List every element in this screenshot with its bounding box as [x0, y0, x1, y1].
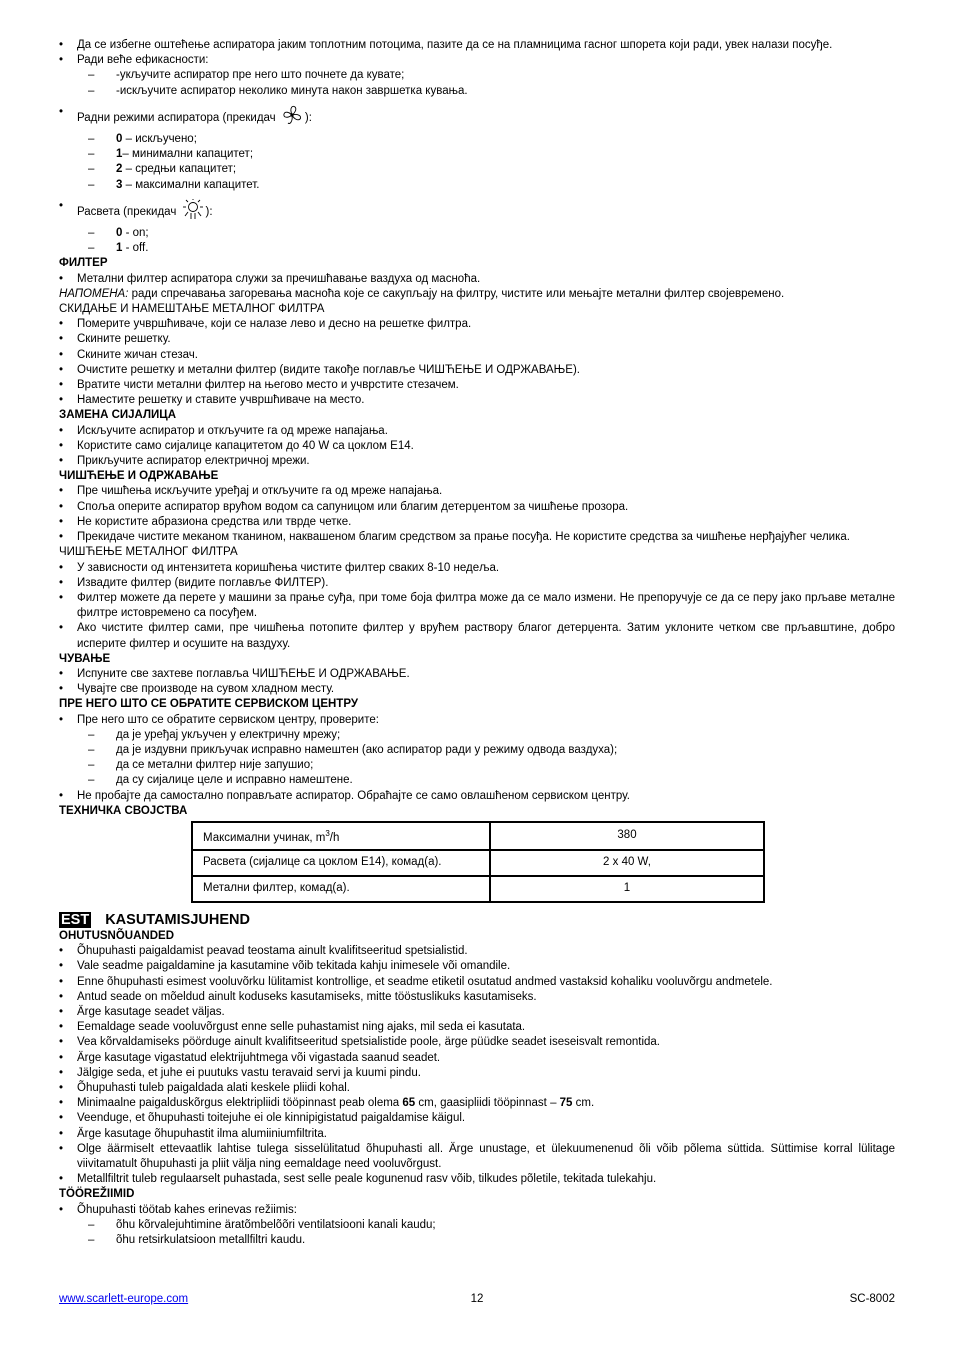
sub-item: – 3 – максимални капацитет.: [88, 178, 260, 191]
table-row: [192, 876, 764, 902]
sub-item: – õhu kõrvalejuhtimine äratõmbelõõri ventilatsiooni kanali kaudu;: [88, 1218, 436, 1231]
table-cell: 1: [490, 876, 764, 902]
light-bulb-icon: [180, 199, 206, 226]
list-item: • Õhupuhasti tuleb paigaldada alati keskele pliidi kohal.: [59, 1082, 350, 1095]
sub-item: – 1– минимални капацитет;: [88, 148, 254, 161]
section-heading: ТЕХНИЧКА СВОЈСТВА: [59, 804, 188, 817]
list-item: • Вратите чисти метални филтер на његово место и учврстите стезачем.: [59, 379, 459, 392]
table-cell: Метални филтер, комад(а).: [192, 876, 490, 902]
fan-icon: [279, 105, 305, 132]
list-item: • Наместите решетку и ставите учвршћиваче на место.: [59, 394, 365, 407]
table-cell: 380: [490, 822, 764, 850]
list-item: • Minimaalne paigalduskõrgus elektripliidi tööpinnast peab olema 65 cm, gaasipliidi tööpinnast – 75 cm.: [59, 1097, 595, 1110]
section-heading: OHUTUSNÕUANDED: [59, 929, 174, 942]
list-item: • Да се избегне оштећење аспиратора јаким топлотним потоцима, пазите да се на пламницима гасног шпорета који ради, увек налази посуђе.: [59, 39, 833, 51]
list-item: • Скините жичан стезач.: [59, 348, 198, 361]
list-item: • Померите учвршћиваче, који се налазе лево и десно на решетке филтра.: [59, 318, 472, 331]
table-row: [192, 850, 764, 876]
sub-item: – 0 - on;: [88, 227, 149, 240]
list-item: • Пре чишћења искључите уређај и откључите га од мреже напајања.: [59, 485, 443, 498]
list-item: • У зависности од интензитета коришћења чистите филтер сваких 8-10 недеља.: [59, 561, 500, 574]
list-item: • Antud seade on mõeldud ainult koduseks kasutamiseks, mitte tööstuslikuks kasutamiseks.: [59, 990, 537, 1003]
sub-item: – õhu retsirkulatsioon metallfiltri kaudu.: [88, 1234, 306, 1247]
section-heading: ЗАМЕНА СИЈАЛИЦА: [59, 409, 177, 422]
section-heading: ФИЛТЕР: [59, 257, 108, 270]
page-footer: [59, 1292, 895, 1308]
list-item: • Прекидаче чистите меканом тканином, наквашеном благим средством за прање посуђа. Не користите средства за чишћење нерђајућег челика.: [59, 531, 850, 544]
list-item: • Прикључите аспиратор електричној мрежи.: [59, 455, 310, 468]
list-item: • Vea kõrvaldamiseks pöörduge ainult kvalifitseeritud spetsialistide poole, ärge püüdke seadet iseseisvalt remontida.: [59, 1036, 661, 1049]
subsection-heading: СКИДАЊЕ И НАМЕШТАЊЕ МЕТАЛНОГ ФИЛТРА: [59, 303, 325, 316]
section-heading: ПРЕ НЕГО ШТО СЕ ОБРАТИТЕ СЕРВИСКОМ ЦЕНТРУ: [59, 698, 359, 711]
list-item: • Ärge kasutage vigastatud elektrijuhtmega või vigastada saanud seadet.: [59, 1051, 441, 1064]
sub-item: – -искључите аспиратор неколико минута након завршетка кувања.: [88, 84, 468, 97]
list-item: • Veenduge, et õhupuhasti toitejuhe ei ole kinnipigistatud paigaldamise käigul.: [59, 1112, 466, 1125]
list-item: • Не користите абразиона средства или тврде четке.: [59, 515, 352, 528]
section-heading: ЧИШЋЕЊЕ И ОДРЖАВАЊЕ: [59, 470, 219, 483]
specs-table: [191, 821, 765, 903]
sub-item: – -укључите аспиратор пре него што почнете да кувате;: [88, 69, 405, 82]
list-item: • Ако чистите филтер сами, пре чишћења потопите филтер у врућем раствору благог детерџента. Затим уклоните четком све прљавштине, добро исперите филтер и осушите на ваздуху.: [59, 622, 895, 650]
list-item: • Vale seadme paigaldamine ja kasutamine võib tekitada kahju inimesele või omandile.: [59, 960, 511, 973]
sub-item: – да су сијалице целе и исправно намештене.: [88, 774, 353, 787]
list-item: • Скините решетку.: [59, 333, 171, 346]
list-item: • Metallfiltrit tuleb regulaarselt puhastada, sest selle peale kogunenud rasv võib, tilkudes põletile, tekitada tulekahju.: [59, 1173, 657, 1186]
list-item: • Jälgige seda, et juhe ei puutuks vastu teravaid servi ja kuumi pindu.: [59, 1066, 421, 1079]
list-item: • Расвета (прекидач ):: [59, 199, 895, 226]
note: НАПОМЕНА: ради спречавања загоревања масноћа које се сакупљају на филтру, чистите или мењајте метални филтер својевремено.: [59, 287, 785, 300]
list-item: • Не пробајте да самостално поправљате аспиратор. Обраћајте се само овлашћеном сервиском центру.: [59, 789, 630, 802]
language-badge: EST: [61, 911, 90, 928]
table-row: [192, 822, 764, 850]
list-item: • Метални филтер аспиратора служи за пречишћавање ваздуха од масноћа.: [59, 272, 481, 285]
list-item: • Радни режими аспиратора (прекидач ):: [59, 105, 895, 132]
list-item: • Споља оперите аспиратор врућом водом са сапуницом или благим детерџентом за чишћење прозора.: [59, 500, 629, 513]
list-item: • Ärge kasutage seadet väljas.: [59, 1006, 225, 1018]
website-link[interactable]: www.scarlett-europe.com: [59, 1293, 189, 1305]
list-item: • Ärge kasutage õhupuhastit ilma alumiiniumfiltrita.: [59, 1127, 327, 1140]
sub-item: – 0 – искључено;: [88, 133, 197, 146]
table-cell: Максимални учинак, $m^3/h$: [192, 822, 490, 850]
table-cell: 2 x 40 W,: [490, 850, 764, 876]
list-item: • Чувајте све производе на сувом хладном месту.: [59, 683, 335, 696]
list-item: • Õhupuhasti paigaldamist peavad teostama ainult kvalifitseeritud spetsialistid.: [59, 945, 468, 958]
list-item: • Извадите филтер (видите поглавље ФИЛТЕР).: [59, 576, 329, 589]
list-item: • Филтер можете да перете у машини за прање суђа, при томе боја филтра може да се мало измени. Не препоручује се да се перу јако прљаве металне филтре истовремено са посуђем.: [59, 591, 895, 620]
page-content: [59, 38, 895, 1248]
list-item: • Пре него што се обратите сервиском центру, проверите:: [59, 713, 379, 726]
section-heading: ЧУВАЊЕ: [59, 652, 111, 665]
list-item: • Испуните све захтеве поглавља ЧИШЋЕЊЕ И ОДРЖАВАЊЕ.: [59, 667, 410, 680]
table-cell: Расвета (сијалице са цоклом Е14), комад(а).: [192, 850, 490, 876]
sub-item: – 1 - off.: [88, 242, 149, 255]
language-section-title: EST KASUTAMISJUHEND: [61, 911, 250, 928]
section-heading: TÖÖREŽIIMID: [59, 1188, 135, 1201]
sub-item: – да је уређај укључен у електричну мрежу;: [88, 728, 341, 741]
list-item: • Очистите решетку и метални филтер (видите такође поглавље ЧИШЋЕЊЕ И ОДРЖАВАЊЕ).: [59, 363, 580, 376]
list-item: • Olge äärmiselt ettevaatlik lahtise tulega sisselülitatud õhupuhasti all. Ärge unustage, et ülekuumenenud õli võib põlema süttida. Süttimise korral lülitage viivitamatult õhupuhasti ja pliit välja ning eemaldage need vooluvõrgust.: [59, 1142, 895, 1171]
subsection-heading: ЧИШЋЕЊЕ МЕТАЛНОГ ФИЛТРА: [59, 546, 238, 559]
sub-item: – 2 – средњи капацитет;: [88, 163, 237, 176]
sub-item: – да се метални филтер није запушио;: [88, 759, 314, 772]
model-number: SC-8002: [849, 1293, 895, 1305]
sub-item: – да је издувни прикључак исправно намештен (ако аспиратор ради у режиму одвода ваздуха);: [88, 743, 618, 756]
list-item: • Eemaldage seade vooluvõrgust enne selle puhastamist ning ajaks, mil seda ei kasutata.: [59, 1021, 526, 1034]
list-item: • Користите само сијалице капацитетом до 40 W са цоклом Е14.: [59, 439, 414, 452]
page-number: 12: [470, 1293, 484, 1305]
list-item: • Õhupuhasti töötab kahes erinevas režiimis:: [59, 1203, 297, 1216]
list-item: • Искључите аспиратор и откључите га од мреже напајања.: [59, 424, 388, 437]
list-item: • Enne õhupuhasti esimest vooluvõrku lülitamist kontrollige, et seadme etiketil osutatud andmed vastaksid kohaliku vooluvõrgu andmetele.: [59, 975, 773, 988]
list-item: • Ради веће ефикасности:: [59, 54, 209, 67]
